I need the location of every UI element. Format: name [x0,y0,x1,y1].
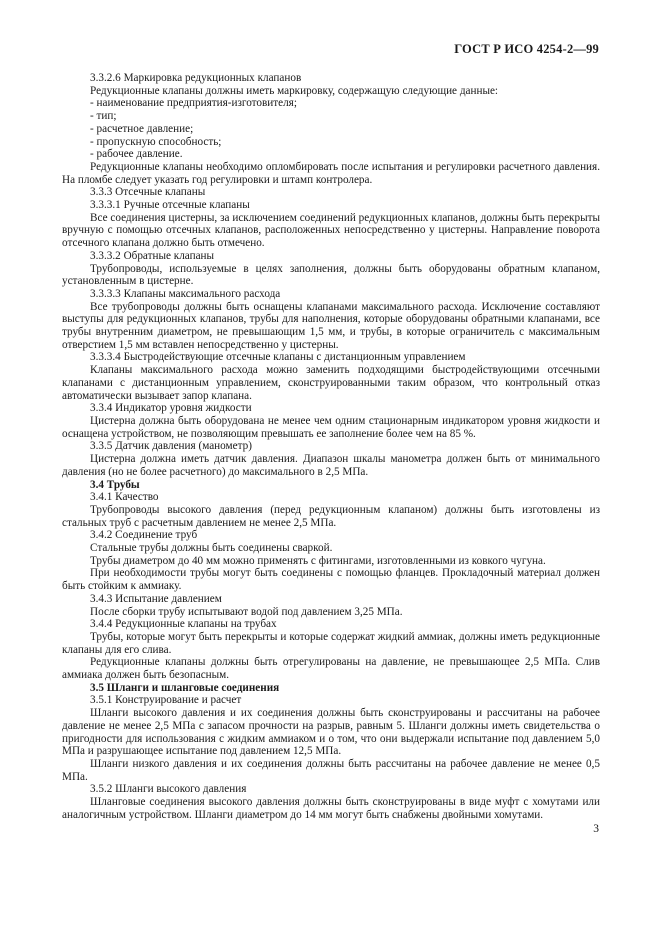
section-heading: 3.3.3 Отсечные клапаны [90,186,206,199]
section-heading: 3.3.2.6 Маркировка редукционных клапанов [90,72,302,84]
paragraph: Цистерна должна иметь датчик давления. Диапазон шкалы манометра должен быть от минимального давления (но не более расчетного) до максимального в 2,5 МПа. [62,453,600,478]
paragraph: После сборки трубу испытывают водой под давлением 3,25 МПа. [90,605,403,618]
list-item: - тип; [90,110,117,123]
section-heading-bold: 3.5 Шланги и шланговые соединения [90,681,280,694]
section-heading: 3.4.2 Соединение труб [90,529,198,542]
section-heading: 3.5.1 Конструирование и расчет [90,694,242,707]
paragraph: Редукционные клапаны должны быть отрегулированы на давление, не превышающее 2,5 МПа. Слив аммиака должен быть безопасным. [62,656,600,682]
list-item: - наименование предприятия-изготовителя; [90,97,297,110]
section-heading: 3.5.2 Шланги высокого давления [90,783,247,796]
paragraph: Шланги низкого давления и их соединения должны быть рассчитаны на рабочее давление не менее 0,5 МПа. [62,757,600,783]
paragraph: Трубопроводы высокого давления (перед редукционным клапаном) должны быть изготовлены из стальных труб с расчетным давлением не менее 2,5 МПа. [62,503,600,529]
paragraph: Трубы, которые могут быть перекрыты и которые содержат жидкий аммиак, должны иметь редукционные клапаны для его слива. [62,630,600,656]
list-item: - пропускную способность; [90,135,222,148]
paragraph: Все трубопроводы должны быть оснащены клапанами максимального расхода. Исключение составляют выступы для редукционных клапанов, трубы для наполнения, которые оборудованы обратными клапанами, все трубы внутренним диаметром, не превышающим 1,5 мм, и трубы, в которые ограничитель с максимальным отверстием 1,5 мм вставлен непосредственно у цистерны. [62,300,600,351]
paragraph: Клапаны максимального расхода можно заменить подходящими быстродействующими отсечными клапанами с дистанционным управлением, сконструированными таким образом, что контрольный отказ автоматически вызывает запор клапана. [62,364,600,402]
document-body [62,72,600,821]
paragraph: Редукционные клапаны должны иметь маркировку, содержащую следующие данные: [90,84,499,97]
page-number: 3 [593,823,599,835]
section-heading: 3.4.3 Испытание давлением [90,592,222,605]
section-heading: 3.4.1 Качество [90,491,159,504]
paragraph: Цистерна должна быть оборудована не менее чем одним стационарным индикатором уровня жидкости и оснащена устройством, не позволяющим превышать ее заполнение более чем на 85 %. [62,414,600,440]
document-header: ГОСТ Р ИСО 4254-2—99 [454,42,599,56]
paragraph: Шланговые соединения высокого давления должны быть сконструированы в виде муфт с хомутами или аналогичным устройством. Шланги диаметром до 14 мм могут быть снабжены двойными хомутами. [62,796,600,821]
section-heading: 3.4.4 Редукционные клапаны на трубах [90,618,277,631]
list-item: - рабочее давление. [90,148,183,161]
section-heading: 3.3.5 Датчик давления (манометр) [90,440,252,453]
paragraph: Трубы диаметром до 40 мм можно применять с фитингами, изготовленными из ковкого чугуна. [90,554,546,567]
section-heading: 3.3.3.3 Клапаны максимального расхода [90,287,281,300]
paragraph: Шланги высокого давления и их соединения должны быть сконструированы и рассчитаны на рабочее давление не менее 2,5 МПа с запасом прочности на разрыв, равным 5. Шланги должны иметь свидетельства о пригодности для использования с жидким аммиаком и о том, что они выдержали испытание под давлением 5,0 МПа и разрушающее испытание под давлением 12,5 МПа. [62,707,600,758]
list-item: - расчетное давление; [90,122,194,135]
paragraph: При необходимости трубы могут быть соединены с помощью фланцев. Прокладочный материал должен быть стойким к аммиаку. [62,567,600,593]
section-heading: 3.3.3.2 Обратные клапаны [90,249,215,262]
paragraph: Все соединения цистерны, за исключением соединений редукционных клапанов, должны быть перекрыты вручную с помощью отсечных клапанов, расположенных непосредственно у цистерны. Направление поворота отсечного клапана должно быть отмечено. [62,211,600,250]
section-heading: 3.3.4 Индикатор уровня жидкости [90,402,252,415]
section-heading: 3.3.3.4 Быстродействующие отсечные клапаны с дистанционным управлением [90,351,466,364]
paragraph: Стальные трубы должны быть соединены сваркой. [90,542,333,555]
section-heading: 3.3.3.1 Ручные отсечные клапаны [90,199,250,212]
paragraph: Редукционные клапаны необходимо опломбировать после испытания и регулировки расчетного давления. На пломбе следует указать год регулировки и штамп контролера. [62,160,600,186]
paragraph: Трубопроводы, используемые в целях заполнения, должны быть оборудованы обратным клапаном, установленным в цистерне. [62,262,600,288]
section-heading-bold: 3.4 Трубы [90,478,140,491]
